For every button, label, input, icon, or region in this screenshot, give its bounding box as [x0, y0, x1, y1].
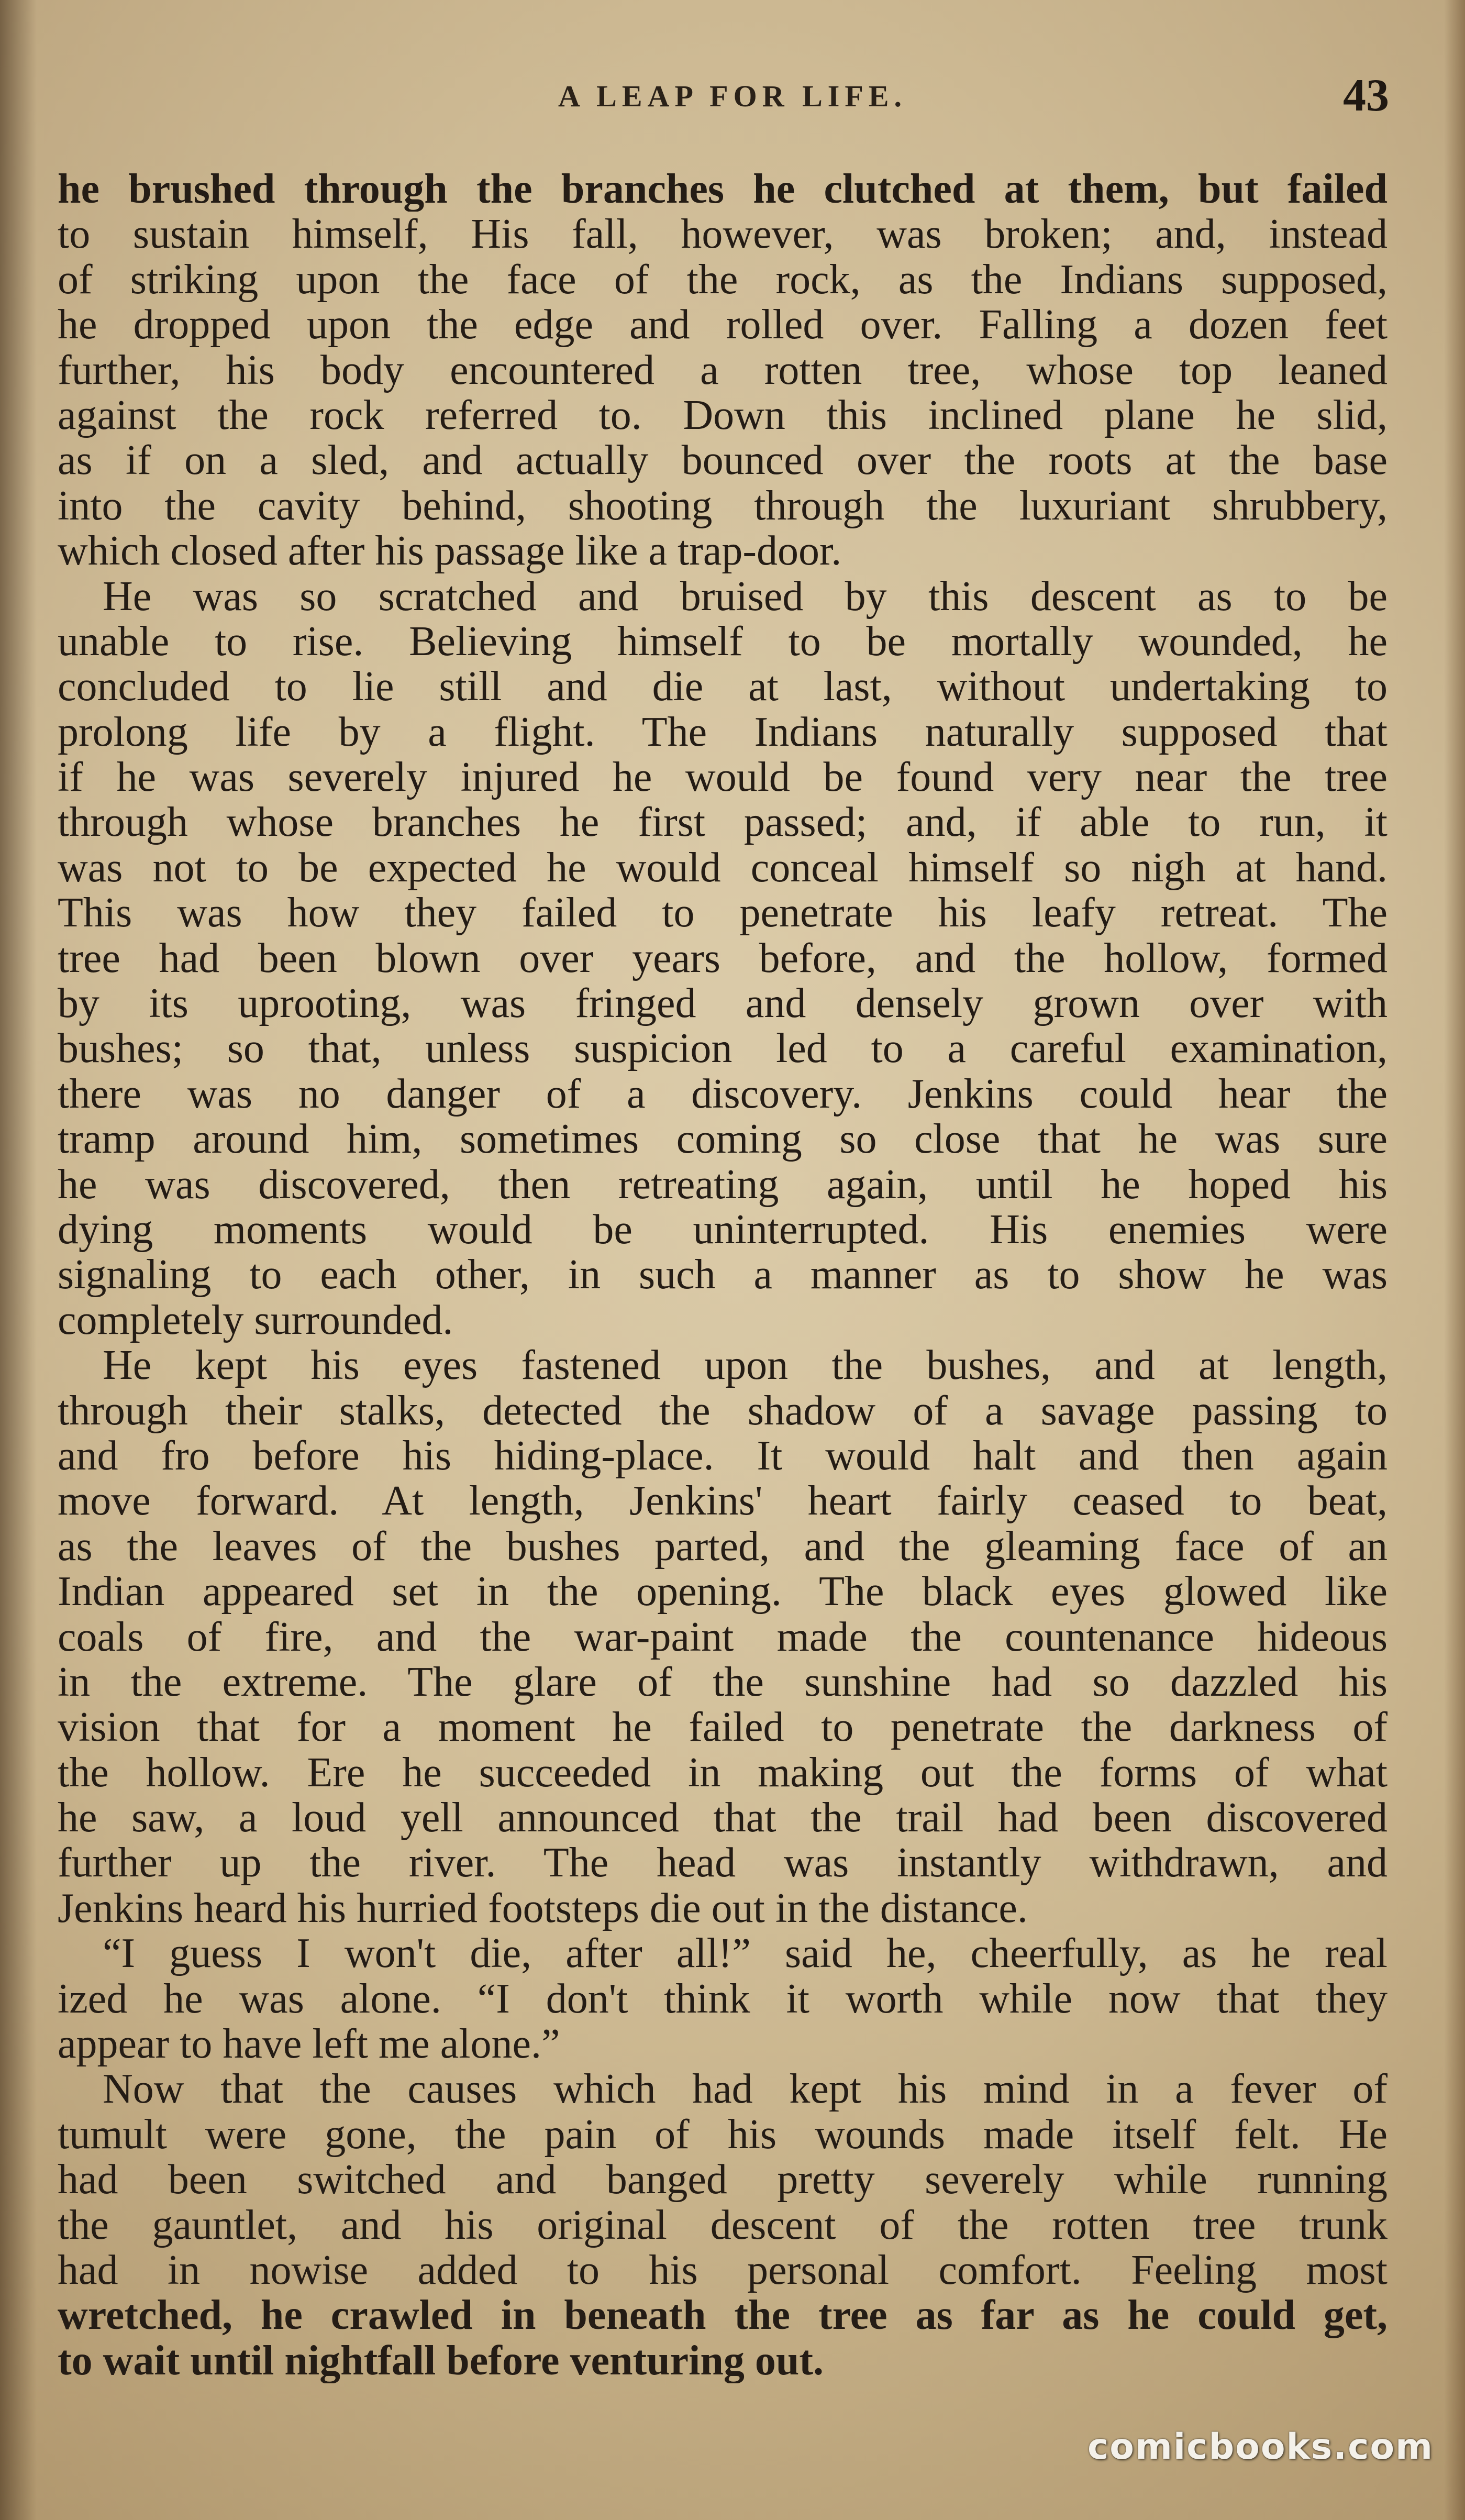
paragraph-start-line: Now that the causes which had kept his mind in a fever of — [103, 2066, 1388, 2112]
text-line: through their stalks, detected the shadow of a savage passing to — [58, 1388, 1388, 1433]
text-line: through whose branches he first passed; and, if able to run, it — [58, 800, 1388, 845]
text-line: into the cavity behind, shooting through the luxuriant shrubbery, — [58, 483, 1388, 529]
text-line: bushes; so that, unless suspicion led to a careful examination, — [58, 1026, 1388, 1071]
text-line: in the extreme. The glare of the sunshine had so dazzled his — [58, 1659, 1388, 1705]
paragraph-start-line: He was so scratched and bruised by this descent as to be — [103, 573, 1388, 619]
text-line: which closed after his passage like a trap-door. — [58, 528, 842, 574]
text-line: tree had been blown over years before, and the hollow, formed — [58, 935, 1388, 981]
text-line: the gauntlet, and his original descent of the rotten tree trunk — [58, 2202, 1388, 2248]
text-line: had in nowise added to his personal comfort. Feeling most — [58, 2247, 1388, 2293]
text-line: unable to rise. Believing himself to be mortally wounded, he — [58, 618, 1388, 665]
text-line: to sustain himself, His fall, however, was broken; and, instead — [58, 212, 1388, 257]
text-line: ized he was alone. “I don't think it worth while now that they — [58, 1976, 1388, 2022]
running-header — [0, 70, 1465, 121]
text-line: concluded to lie still and die at last, without undertaking to — [58, 664, 1388, 710]
text-line: Jenkins heard his hurried footsteps die out in the distance. — [58, 1885, 1028, 1931]
text-line: prolong life by a flight. The Indians naturally supposed that — [58, 709, 1388, 755]
text-line: as the leaves of the bushes parted, and the gleaming face of an — [58, 1523, 1388, 1570]
text-line: vision that for a moment he failed to penetrate the darkness of — [58, 1705, 1388, 1750]
text-line: to wait until nightfall before venturing out. — [58, 2338, 824, 2384]
running-title: A LEAP FOR LIFE. — [558, 79, 907, 113]
text-line: had been switched and banged pretty severely while running — [58, 2157, 1388, 2203]
text-line: as if on a sled, and actually bounced over the roots at the base — [58, 438, 1388, 483]
watermark-logo: comicbooks.com — [1087, 2426, 1434, 2468]
text-line: by its uprooting, was fringed and densely grown over with — [58, 981, 1388, 1026]
text-line: tumult were gone, the pain of his wounds made itself felt. He — [58, 2112, 1388, 2158]
text-line: This was how they failed to penetrate his leafy retreat. The — [58, 890, 1388, 936]
text-line: there was no danger of a discovery. Jenkins could hear the — [58, 1071, 1388, 1117]
text-line: he dropped upon the edge and rolled over. Falling a dozen feet — [58, 302, 1388, 348]
text-line: of striking upon the face of the rock, as the Indians supposed, — [58, 257, 1388, 303]
text-line: he was discovered, then retreating again, until he hoped his — [58, 1162, 1388, 1207]
text-line: coals of fire, and the war-paint made the countenance hideous — [58, 1614, 1388, 1660]
page-number: 43 — [1343, 70, 1389, 121]
body-text — [58, 167, 1388, 2383]
text-line: if he was severely injured he would be found very near the tree — [58, 755, 1388, 800]
text-line: Indian appeared set in the opening. The black eyes glowed like — [58, 1569, 1388, 1615]
text-line: move forward. At length, Jenkins' heart fairly ceased to beat, — [58, 1478, 1388, 1524]
text-line: against the rock referred to. Down this inclined plane he slid, — [58, 392, 1388, 438]
text-line: appear to have left me alone.” — [58, 2021, 560, 2067]
text-line: dying moments would be uninterrupted. His enemies were — [58, 1207, 1388, 1253]
paragraph-start-line: “I guess I won't die, after all!” said he, cheerfully, as he real — [103, 1931, 1388, 1976]
text-line: signaling to each other, in such a manner as to show he was — [58, 1252, 1388, 1298]
text-line: he brushed through the branches he clutched at them, but failed — [58, 167, 1388, 212]
text-line: wretched, he crawled in beneath the tree as far as he could get, — [58, 2293, 1388, 2338]
paragraph-start-line: He kept his eyes fastened upon the bushes, and at length, — [103, 1343, 1388, 1388]
text-line: the hollow. Ere he succeeded in making out the forms of what — [58, 1750, 1388, 1796]
text-line: further up the river. The head was instantly withdrawn, and — [58, 1840, 1388, 1886]
text-line: was not to be expected he would conceal himself so nigh at hand. — [58, 845, 1388, 891]
text-line: completely surrounded. — [58, 1297, 453, 1343]
text-line: and fro before his hiding-place. It would halt and then again — [58, 1433, 1388, 1479]
text-line: further, his body encountered a rotten tree, whose top leaned — [58, 347, 1388, 393]
text-line: he saw, a loud yell announced that the trail had been discovered — [58, 1795, 1388, 1841]
text-line: tramp around him, sometimes coming so close that he was sure — [58, 1117, 1388, 1162]
